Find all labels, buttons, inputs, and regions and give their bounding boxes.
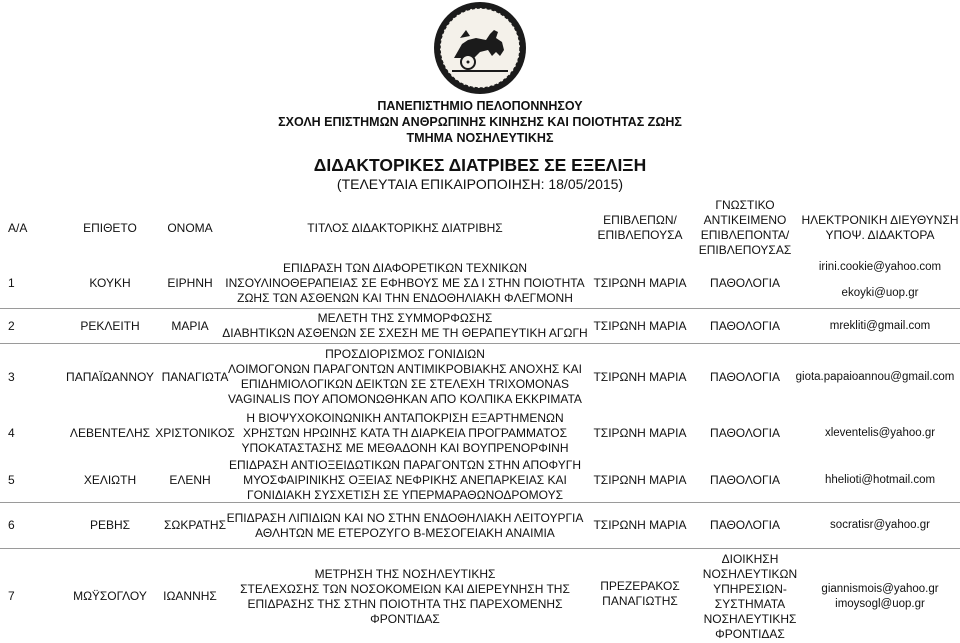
field-line: ΥΠΗΡΕΣΙΩΝ-: [713, 582, 787, 596]
row-email[interactable]: giota.papaioannou@gmail.com: [795, 370, 955, 383]
row-aa: 7: [8, 588, 15, 603]
thesis-line: VAGINALIS ΠΟΥ ΑΠΟΜΟΝΩΘΗΚΑΝ ΑΠΟ ΚΟΛΠΙΚΑ ΕΚΚΡΙΜΑΤΑ: [228, 392, 582, 406]
row-aa: 3: [8, 369, 15, 384]
col-supervisor-line: ΕΠΙΒΛΕΠΩΝ/: [603, 213, 677, 227]
col-email: [800, 210, 960, 246]
row-email[interactable]: imoysogl@uop.gr: [835, 598, 925, 610]
field-line: ΣΥΣΤΗΜΑΤΑ: [714, 597, 786, 611]
col-field-line: ΕΠΙΒΛΕΠΟΝΤΑ/: [700, 228, 790, 242]
row-email[interactable]: socratisr@yahoo.gr: [830, 518, 930, 531]
thesis-line: Η ΒΙΟΨΥΧΟΚΟΙΝΩΝΙΚΗ ΑΝΤΑΠΟΚΡΙΣΗ ΕΞΑΡΤΗΜΕΝΩΝ: [246, 410, 564, 425]
thesis-line: ΛΟΙΜΟΓΟΝΩΝ ΠΑΡΑΓΟΝΤΩΝ ΑΝΤΙΜΙΚΡΟΒΙΑΚΗΣ ΑΝΟΧΗΣ ΚΑΙ: [227, 362, 583, 376]
row-supervisor: ΤΣΙΡΩΝΗ ΜΑΡΙΑ: [593, 369, 687, 384]
thesis-line: ΦΡΟΝΤΙΔΑΣ: [370, 612, 440, 626]
row-thesis: [220, 309, 590, 343]
row-email[interactable]: hhelioti@hotmail.com: [824, 473, 936, 486]
row-name: ΙΩΑΝΝΗΣ: [163, 588, 217, 603]
row-supervisor: [585, 577, 695, 611]
row-surname: ΧΕΛΙΩΤΗ: [83, 472, 137, 487]
col-field-line: ΕΠΙΒΛΕΠΟΥΣΑΣ: [698, 243, 792, 257]
field-line: ΦΡΟΝΤΙΔΑΣ: [715, 627, 785, 641]
row-aa: 4: [8, 425, 15, 440]
row-aa: 1: [8, 275, 15, 290]
supervisor-line: ΠΡΕΖΕΡΑΚΟΣ: [600, 579, 680, 593]
row-supervisor: ΤΣΙΡΩΝΗ ΜΑΡΙΑ: [593, 318, 687, 333]
col-field-line: ΑΝΤΙΚΕΙΜΕΝΟ: [703, 213, 787, 227]
row-divider: [0, 548, 960, 549]
row-surname: ΜΩΫΣΟΓΛΟΥ: [73, 588, 147, 603]
row-surname: ΠΑΠΑΪΩΑΝΝΟΥ: [66, 369, 154, 384]
row-field: ΠΑΘΟΛΟΓΙΑ: [710, 318, 780, 333]
col-email-line: ΥΠΟΨ. ΔΙΔΑΚΤΟΡΑ: [825, 228, 935, 242]
last-update: (ΤΕΛΕΥΤΑΙΑ ΕΠΙΚΑΙΡΟΠΟΙΗΣΗ: 18/05/2015): [336, 176, 624, 192]
row-email[interactable]: ekoyki@uop.gr: [841, 286, 919, 299]
row-field: ΠΑΘΟΛΟΓΙΑ: [710, 425, 780, 440]
row-thesis: [220, 346, 590, 408]
row-name: ΕΛΕΝΗ: [169, 472, 211, 487]
row-surname: ΡΕΒΗΣ: [89, 517, 131, 532]
col-email-line: ΗΛΕΚΤΡΟΝΙΚΗ ΔΙΕΥΘΥΝΣΗ: [801, 213, 959, 227]
row-surname: ΡΕΚΛΕΙΤΗ: [80, 318, 140, 333]
school-name: ΣΧΟΛΗ ΕΠΙΣΤΗΜΩΝ ΑΝΘΡΩΠΙΝΗΣ ΚΙΝΗΣΗΣ ΚΑΙ ΠΟΙΟΤΗΤΑΣ ΖΩΗΣ: [278, 115, 682, 129]
field-line: ΝΟΣΗΛΕΥΤΙΚΗΣ: [703, 612, 797, 626]
row-email[interactable]: mrekliti@gmail.com: [829, 319, 931, 332]
col-field-line: ΓΝΩΣΤΙΚΟ: [715, 198, 775, 212]
row-name: ΠΑΝΑΓΙΩΤΑ: [161, 369, 229, 384]
row-surname: ΚΟΥΚΗ: [89, 275, 131, 290]
col-name: ΟΝΟΜΑ: [167, 220, 213, 235]
thesis-line: ΧΡΗΣΤΩΝ ΗΡΩΙΝΗΣ ΚΑΤΑ ΤΗ ΔΙΑΡΚΕΙΑ ΠΡΟΓΡΑΜΜΑΤΟΣ: [243, 425, 567, 440]
col-supervisor-line: ΕΠΙΒΛΕΠΟΥΣΑ: [597, 228, 683, 242]
row-field: ΠΑΘΟΛΟΓΙΑ: [710, 472, 780, 487]
row-supervisor: ΤΣΙΡΩΝΗ ΜΑΡΙΑ: [593, 517, 687, 532]
thesis-line: ΜΕΛΕΤΗ ΤΗΣ ΣΥΜΜΟΡΦΩΣΗΣ: [317, 311, 493, 325]
thesis-line: ΖΩΗΣ ΤΩΝ ΑΣΘΕΝΩΝ ΚΑΙ ΤΗΝ ΕΝΔΟΘΗΛΙΑΚΗ ΦΛΕΓΜΟΝΗ: [237, 290, 573, 305]
department-name: ΤΜΗΜΑ ΝΟΣΗΛΕΥΤΙΚΗΣ: [406, 131, 554, 145]
field-line: ΝΟΣΗΛΕΥΤΙΚΩΝ: [702, 567, 798, 581]
row-field: ΠΑΘΟΛΟΓΙΑ: [710, 517, 780, 532]
field-line: ΔΙΟΙΚΗΣΗ: [721, 552, 779, 566]
row-thesis: [220, 259, 590, 307]
row-name: ΣΩΚΡΑΤΗΣ: [163, 517, 227, 532]
row-divider: [0, 343, 960, 344]
col-field: [695, 196, 795, 260]
row-thesis: [220, 457, 590, 503]
thesis-line: ΔΙΑΒΗΤΙΚΩΝ ΑΣΘΕΝΩΝ ΣΕ ΣΧΕΣΗ ΜΕ ΤΗ ΘΕΡΑΠΕΥΤΙΚΗ ΑΓΩΓΗ: [222, 326, 588, 340]
row-aa: 2: [8, 318, 15, 333]
thesis-line: ΙΝΣΟΥΛΙΝΟΘΕΡΑΠΕΙΑΣ ΣΕ ΕΦΗΒΟΥΣ ΜΕ ΣΔ Ι ΣΤΗΝ ΠΟΙΟΤΗΤΑ: [225, 275, 585, 290]
thesis-line: ΕΠΙΔΡΑΣΗ ΑΝΤΙΟΞΕΙΔΩΤΙΚΩΝ ΠΑΡΑΓΟΝΤΩΝ ΣΤΗΝ ΑΠΟΦΥΓΗ: [228, 457, 582, 472]
thesis-line: ΕΠΙΔΡΑΣΗ ΤΩΝ ΔΙΑΦΟΡΕΤΙΚΩΝ ΤΕΧΝΙΚΩΝ: [282, 260, 528, 275]
thesis-line: ΕΠΙΔΡΑΣΗΣ ΤΗΣ ΣΤΗΝ ΠΟΙΟΤΗΤΑ ΤΗΣ ΠΑΡΕΧΟΜΕΝΗΣ: [247, 597, 563, 611]
row-name: ΧΡΙΣΤΟΝΙΚΟΣ: [155, 425, 235, 440]
thesis-line: ΜΥΟΣΦΑΙΡΙΝΙΚΗΣ ΟΞΕΙΑΣ ΝΕΦΡΙΚΗΣ ΑΝΕΠΑΡΚΕΙΑΣ ΚΑΙ: [243, 472, 567, 487]
row-aa: 5: [8, 472, 15, 487]
thesis-line: ΕΠΙΔΗΜΙΟΛΟΓΙΚΩΝ ΔΕΙΚΤΩΝ ΣΕ ΣΤΕΛΕΧΗ TRIXOMONAS: [240, 377, 570, 391]
row-supervisor: ΤΣΙΡΩΝΗ ΜΑΡΙΑ: [593, 275, 687, 290]
thesis-line: ΓΟΝΙΔΙΑΚΗ ΣΥΣΧΕΤΙΣΗ ΣΕ ΥΠΕΡΜΑΡΑΘΩΝΟΔΡΟΜΟΥΣ: [246, 487, 564, 502]
col-aa: Α/Α: [8, 220, 28, 235]
col-thesis: ΤΙΤΛΟΣ ΔΙΔΑΚΤΟΡΙΚΗΣ ΔΙΑΤΡΙΒΗΣ: [307, 220, 503, 235]
row-email[interactable]: xleventelis@yahoo.gr: [824, 426, 936, 439]
row-supervisor: ΤΣΙΡΩΝΗ ΜΑΡΙΑ: [593, 425, 687, 440]
row-email[interactable]: irini.cookie@yahoo.com: [818, 260, 942, 273]
thesis-line: ΥΠΟΚΑΤΑΣΤΑΣΗΣ ΜΕ ΜΕΘΑΔΟΝΗ ΚΑΙ ΒΟΥΠΡΕΝΟΡΦΙΝΗ: [241, 440, 569, 455]
thesis-line: ΜΕΤΡΗΣΗ ΤΗΣ ΝΟΣΗΛΕΥΤΙΚΗΣ: [314, 567, 496, 581]
row-name: ΕΙΡΗΝΗ: [167, 275, 213, 290]
row-field: [695, 551, 805, 643]
university-name: ΠΑΝΕΠΙΣΤΗΜΙΟ ΠΕΛΟΠΟΝΝΗΣΟΥ: [377, 99, 583, 113]
row-thesis: [220, 566, 590, 628]
thesis-line: ΠΡΟΣΔΙΟΡΙΣΜΟΣ ΓΟΝΙΔΙΩΝ: [325, 347, 485, 361]
col-surname: ΕΠΙΘΕΤΟ: [83, 220, 137, 235]
row-name: ΜΑΡΙΑ: [171, 318, 209, 333]
row-supervisor: ΤΣΙΡΩΝΗ ΜΑΡΙΑ: [593, 472, 687, 487]
row-surname: ΛΕΒΕΝΤΕΛΗΣ: [69, 425, 151, 440]
university-seal-logo: [432, 0, 528, 96]
row-field: ΠΑΘΟΛΟΓΙΑ: [710, 369, 780, 384]
row-field: ΠΑΘΟΛΟΓΙΑ: [710, 275, 780, 290]
thesis-line: ΣΤΕΛΕΧΩΣΗΣ ΤΩΝ ΝΟΣΟΚΟΜΕΙΩΝ ΚΑΙ ΔΙΕΡΕΥΝΗΣΗ ΤΗΣ: [240, 582, 570, 596]
col-supervisor: [585, 210, 695, 246]
page-title: ΔΙΔΑΚΤΟΡΙΚΕΣ ΔΙΑΤΡΙΒΕΣ ΣΕ ΕΞΕΛΙΞΗ: [313, 155, 647, 175]
thesis-line: ΕΠΙΔΡΑΣΗ ΛΙΠΙΔΙΩΝ ΚΑΙ ΝΟ ΣΤΗΝ ΕΝΔΟΘΗΛΙΑΚΗ ΛΕΙΤΟΥΡΓΙΑ: [226, 511, 584, 525]
row-email[interactable]: giannismois@yahoo.gr: [821, 583, 939, 595]
row-aa: 6: [8, 517, 15, 532]
thesis-line: ΑΘΛΗΤΩΝ ΜΕ ΕΤΕΡΟΖΥΓΟ Β-ΜΕΣΟΓΕΙΑΚΗ ΑΝΑΙΜΙΑ: [255, 526, 555, 540]
row-thesis: [220, 509, 590, 543]
supervisor-line: ΠΑΝΑΓΙΩΤΗΣ: [602, 594, 678, 608]
row-thesis: [220, 410, 590, 456]
